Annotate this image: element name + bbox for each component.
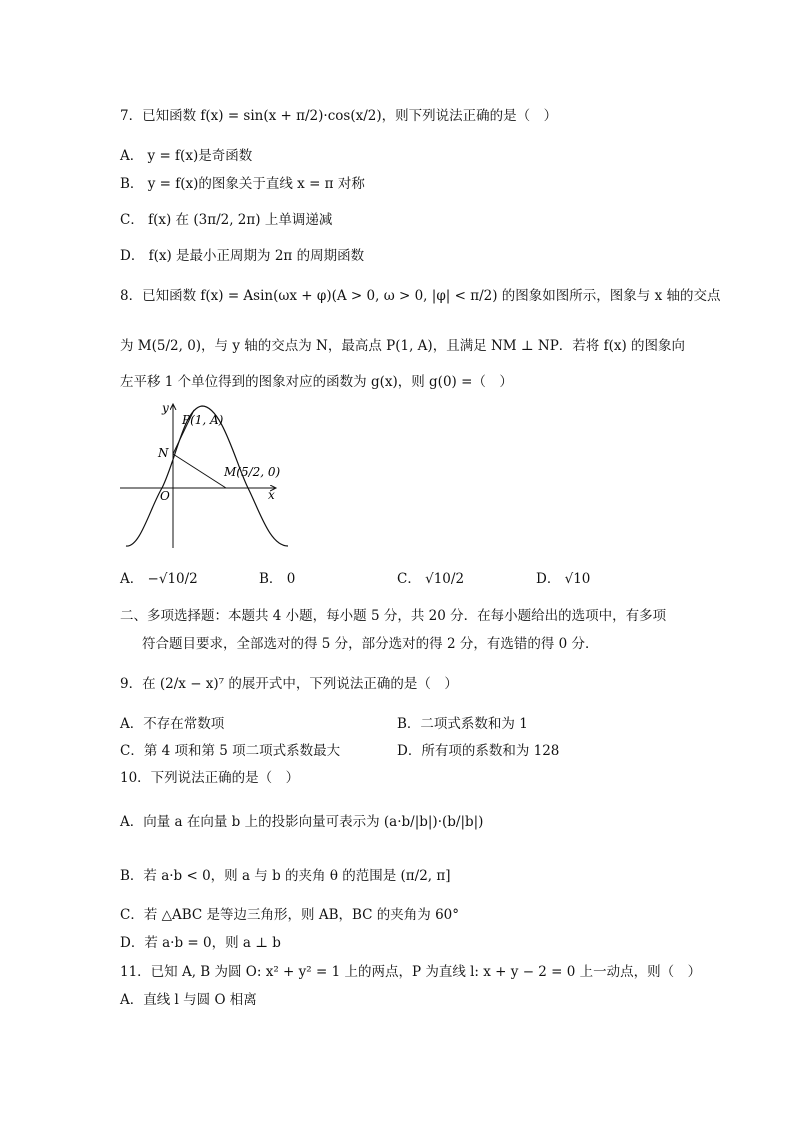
q8-option-d: D． √10	[536, 571, 591, 587]
q9-stem: 9．在 (2/x − x)⁷ 的展开式中，下列说法正确的是（ ）	[120, 676, 458, 692]
segment-nm	[173, 454, 226, 488]
q11-option-a: A．直线 l 与圆 O 相离	[120, 992, 257, 1008]
origin-label: O	[160, 489, 170, 503]
q8-option-b: B． 0	[259, 571, 296, 587]
q7-option-b: B． y = f(x)的图象关于直线 x = π 对称	[120, 176, 365, 192]
point-p-label: P(1, A)	[182, 413, 224, 427]
q8-option-c: C． √10/2	[397, 571, 465, 587]
q9-option-c: C．第 4 项和第 5 项二项式系数最大	[120, 743, 341, 759]
q9-option-d: D．所有项的系数和为 128	[397, 743, 560, 759]
q10-option-c: C．若 △ABC 是等边三角形，则 AB，BC 的夹角为 60°	[120, 907, 460, 923]
q7-option-d: D． f(x) 是最小正周期为 2π 的周期函数	[120, 248, 365, 264]
q8-stem-line1: 8．已知函数 f(x) = Asin(ωx + φ)(A > 0, ω > 0, |φ| < π/2) 的图象如图所示，图象与 x 轴的交点	[120, 288, 721, 304]
q7-option-c: C． f(x) 在 (3π/2, 2π) 上单调递减	[120, 212, 333, 228]
q10-stem: 10．下列说法正确的是（ ）	[120, 770, 300, 786]
q10-option-a: A．向量 a 在向量 b 上的投影向量可表示为 (a·b/|b|)·(b/|b|)	[120, 814, 484, 830]
q11-stem: 11．已知 A, B 为圆 O: x² + y² = 1 上的两点，P 为直线 l: x + y − 2 = 0 上一动点，则（ ）	[120, 964, 702, 980]
section-2-instructions: 符合题目要求，全部选对的得 5 分，部分选对的得 2 分，有选错的得 0 分．	[142, 636, 599, 652]
q8-stem-line2: 为 M(5/2, 0)，与 y 轴的交点为 N，最高点 P(1, A)，且满足 NM ⊥ NP．若将 f(x) 的图象向	[120, 338, 686, 354]
section-2-heading: 二、多项选择题：本题共 4 小题，每小题 5 分，共 20 分．在每小题给出的选项中，有多项	[120, 608, 667, 624]
q10-option-d: D．若 a·b = 0，则 a ⊥ b	[120, 935, 281, 951]
q7-option-a: A． y = f(x)是奇函数	[120, 148, 253, 164]
x-axis-label: x	[268, 488, 275, 502]
point-n-label: N	[158, 446, 169, 460]
q7-stem: 7．已知函数 f(x) = sin(x + π/2)·cos(x/2)，则下列说法正确的是（ ）	[120, 108, 558, 124]
point-m-label: M(5/2, 0)	[224, 465, 281, 479]
q10-option-b: B．若 a·b < 0，则 a 与 b 的夹角 θ 的范围是 (π/2, π]	[120, 868, 451, 884]
q8-option-a: A． −√10/2	[120, 571, 198, 587]
y-axis-label: y	[162, 401, 169, 415]
q8-function-graph	[118, 398, 288, 553]
q8-stem-line3: 左平移 1 个单位得到的图象对应的函数为 g(x)，则 g(0) =（ ）	[120, 374, 513, 390]
q9-option-a: A．不存在常数项	[120, 716, 225, 732]
q9-option-b: B．二项式系数和为 1	[397, 716, 528, 732]
